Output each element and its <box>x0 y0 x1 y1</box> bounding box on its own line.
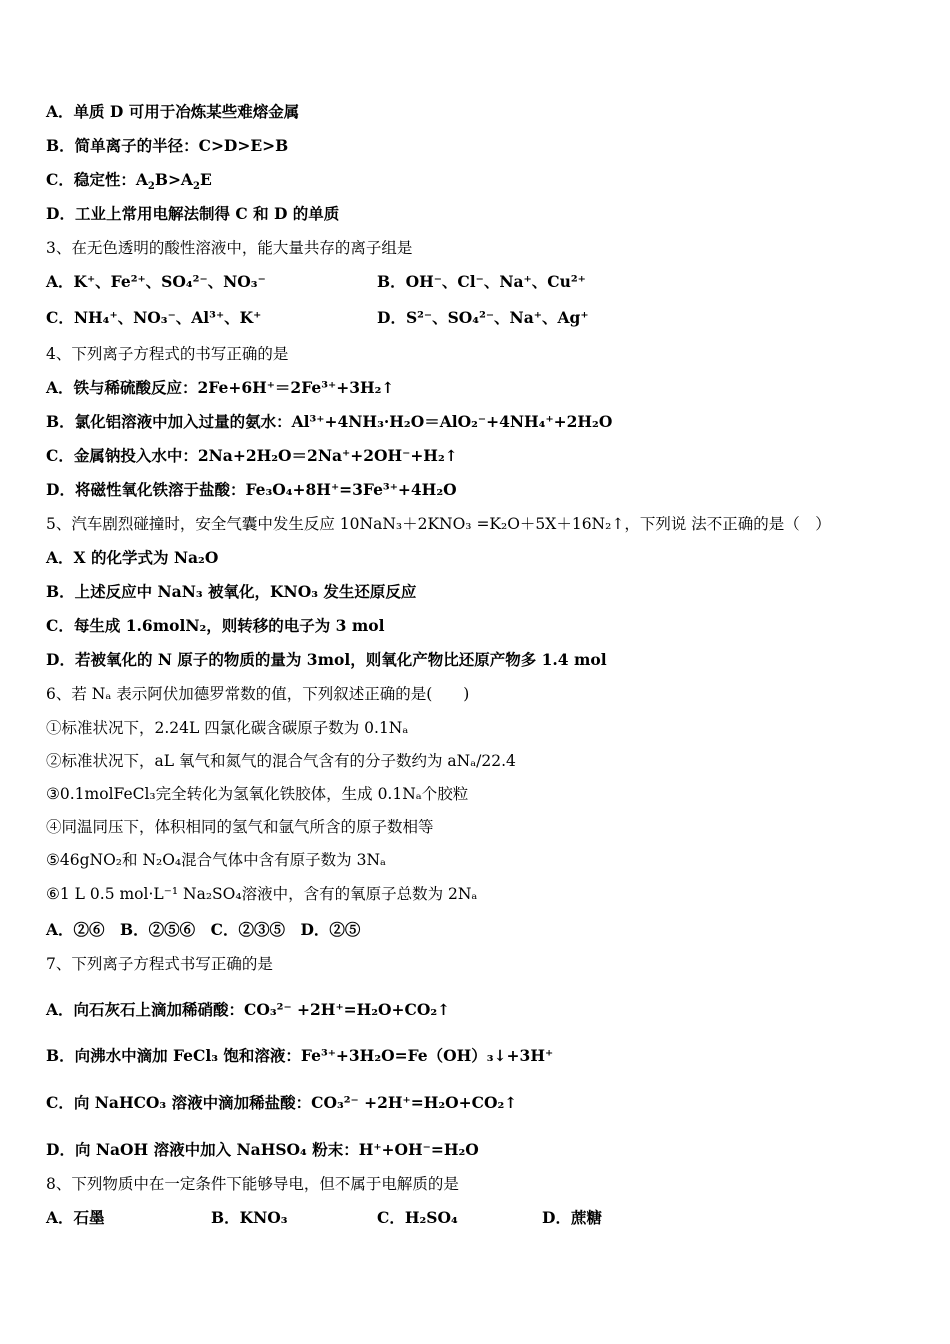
q3-option-b: B．OH⁻、Cl⁻、Na⁺、Cu²⁺ <box>377 272 586 291</box>
q6-statement-5: ⑤46gNO₂和 N₂O₄混合气体中含有原子数为 3Nₐ <box>46 851 386 869</box>
q6-statement-1: ①标准状况下，2.24L 四氯化碳含碳原子数为 0.1Nₐ <box>46 719 409 737</box>
q5-stem: 5、汽车剧烈碰撞时，安全气囊中发生反应 10NaN₃＋2KNO₃ =K₂O＋5X＋16N₂↑，下列说 法不正确的是（ ） <box>46 515 831 533</box>
q5-option-c: C．每生成 1.6molN₂，则转移的电子为 3 mol <box>46 616 385 635</box>
q6-choices: A．②⑥ B．②⑤⑥ C．②③⑤ D．②⑤ <box>46 920 361 939</box>
q8-option-c: C．H₂SO₄ <box>377 1208 458 1227</box>
q3-option-a: A．K⁺、Fe²⁺、SO₄²⁻、NO₃⁻ <box>46 272 266 291</box>
q5-option-d: D．若被氧化的 N 原子的物质的量为 3mol，则氧化产物比还原产物多 1.4 mol <box>46 650 607 669</box>
q4-option-b: B．氯化铝溶液中加入过量的氨水：Al³⁺+4NH₃·H₂O＝AlO₂⁻+4NH₄⁺+2H₂O <box>46 412 613 431</box>
q2-option-b: B．简单离子的半径：C>D>E>B <box>46 136 289 155</box>
q8-stem: 8、下列物质中在一定条件下能够导电，但不属于电解质的是 <box>46 1175 459 1193</box>
q8-option-a: A．石墨 <box>46 1208 105 1227</box>
q5-option-b: B．上述反应中 NaN₃ 被氧化，KNO₃ 发生还原反应 <box>46 582 417 601</box>
q7-stem: 7、下列离子方程式书写正确的是 <box>46 955 273 973</box>
q7-option-b: B．向沸水中滴加 FeCl₃ 饱和溶液：Fe³⁺+3H₂O=Fe（OH）₃↓+3H⁺ <box>46 1046 554 1065</box>
q6-stem: 6、若 Nₐ 表示阿伏加德罗常数的值，下列叙述正确的是( ) <box>46 685 470 703</box>
q2-option-c: C．稳定性：$A_2B>A_2E$ <box>46 170 212 193</box>
q6-statement-4: ④同温同压下，体积相同的氢气和氩气所含的原子数相等 <box>46 818 434 836</box>
q3-stem: 3、在无色透明的酸性溶液中，能大量共存的离子组是 <box>46 239 413 257</box>
q2-option-d: D．工业上常用电解法制得 C 和 D 的单质 <box>46 204 340 223</box>
q2-option-a: A．单质 D 可用于冶炼某些难熔金属 <box>46 102 300 121</box>
q4-option-c: C．金属钠投入水中：2Na+2H₂O＝2Na⁺+2OH⁻+H₂↑ <box>46 446 458 465</box>
q4-option-a: A．铁与稀硫酸反应：2Fe+6H⁺＝2Fe³⁺+3H₂↑ <box>46 378 395 397</box>
q7-option-c: C．向 NaHCO₃ 溶液中滴加稀盐酸：CO₃²⁻ +2H⁺=H₂O+CO₂↑ <box>46 1093 518 1112</box>
q7-option-a: A．向石灰石上滴加稀硝酸：CO₃²⁻ +2H⁺=H₂O+CO₂↑ <box>46 1000 451 1019</box>
q6-statement-2: ②标准状况下，aL 氧气和氮气的混合气含有的分子数约为 aNₐ/22.4 <box>46 752 516 770</box>
q8-option-d: D．蔗糖 <box>542 1208 602 1227</box>
q8-option-b: B．KNO₃ <box>211 1208 288 1227</box>
q5-option-a: A．X 的化学式为 Na₂O <box>46 548 219 567</box>
q7-option-d: D．向 NaOH 溶液中加入 NaHSO₄ 粉末：H⁺+OH⁻=H₂O <box>46 1140 479 1159</box>
q6-statement-3: ③0.1molFeCl₃完全转化为氢氧化铁胶体，生成 0.1Nₐ个胶粒 <box>46 785 469 803</box>
q3-option-c: C．NH₄⁺、NO₃⁻、Al³⁺、K⁺ <box>46 308 262 327</box>
q4-stem: 4、下列离子方程式的书写正确的是 <box>46 345 289 363</box>
q3-option-d: D．S²⁻、SO₄²⁻、Na⁺、Ag⁺ <box>377 308 589 327</box>
q6-statement-6: ⑥1 L 0.5 mol·L⁻¹ Na₂SO₄溶液中，含有的氧原子总数为 2Nₐ <box>46 885 478 903</box>
q4-option-d: D．将磁性氧化铁溶于盐酸：Fe₃O₄+8H⁺=3Fe³⁺+4H₂O <box>46 480 457 499</box>
